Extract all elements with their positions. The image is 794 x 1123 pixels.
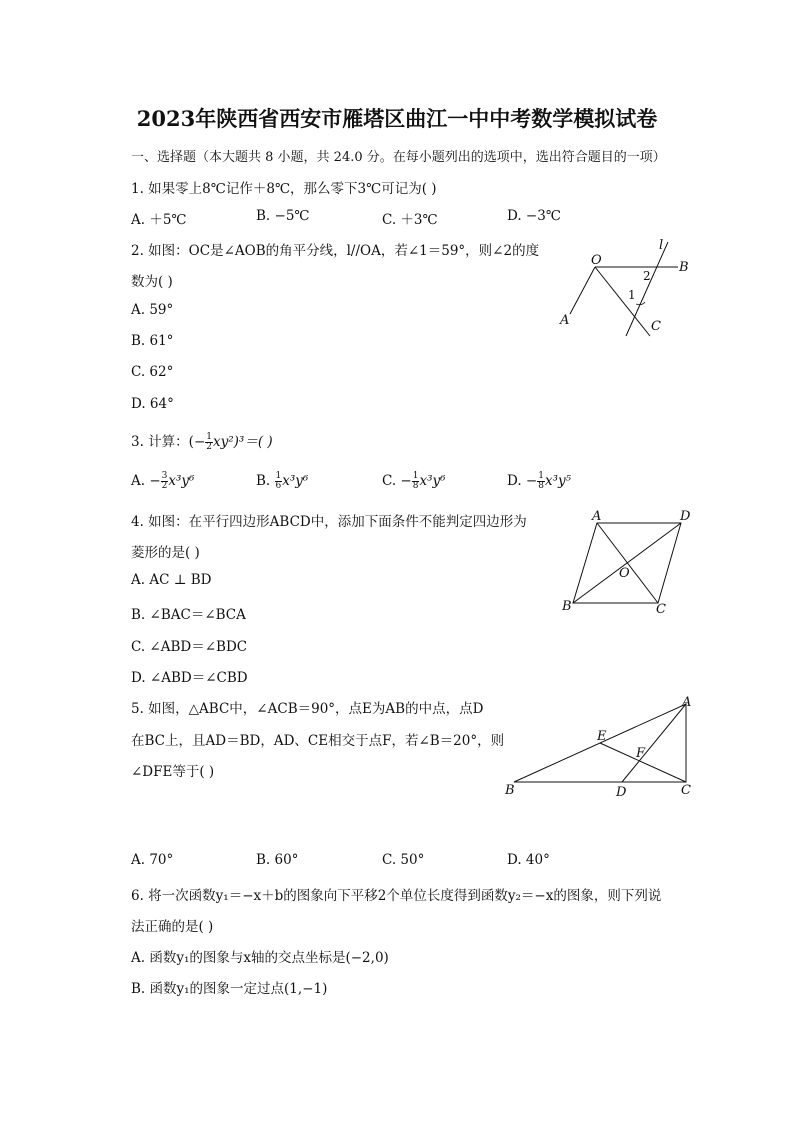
q1-option-a: A. ＋5℃ xyxy=(131,212,187,228)
q3-option-d-rest: x³y⁵ xyxy=(544,473,572,489)
q3-option-b-den: 6 xyxy=(275,481,282,491)
q6-option-a: A. 函数y₁的图象与x轴的交点坐标是(−2,0) xyxy=(131,950,389,966)
q6-option-b: B. 函数y₁的图象一定过点(1,−1) xyxy=(131,981,328,997)
q2-stem-line2: 数为( ) xyxy=(131,274,173,290)
q3-option-c-rest: x³y⁶ xyxy=(419,473,446,489)
q5-option-b: B. 60° xyxy=(256,852,299,868)
q3-stem xyxy=(131,430,273,452)
section-heading: 一、选择题（本大题共 8 小题，共 24.0 分。在每小题列出的选项中，选出符合题目的一项） xyxy=(131,150,666,165)
q5-stem-line1: 5. 如图，△ABC中，∠ACB＝90°，点E为AB的中点，点D xyxy=(131,701,484,717)
q3-option-a-den: 2 xyxy=(161,481,168,491)
q3-stem-prefix: 3. 计算：(− xyxy=(131,434,206,450)
q3-option-a xyxy=(131,472,194,491)
q3-option-a-label: A. − xyxy=(131,473,161,489)
q5-label-e: E xyxy=(597,729,607,744)
q2-option-c: C. 62° xyxy=(131,364,174,380)
q3-option-c-num: 1 xyxy=(412,471,419,481)
q5-label-f: F xyxy=(636,746,646,761)
q4-label-o: O xyxy=(619,566,630,581)
q3-option-c-label: C. − xyxy=(382,473,412,489)
q4-label-d: D xyxy=(680,509,691,524)
q3-option-d-num: 1 xyxy=(538,471,544,481)
q3-option-b xyxy=(256,472,308,491)
q4-diagonal-bd xyxy=(573,523,681,603)
q2-option-a: A. 59° xyxy=(131,302,174,318)
q2-label-o: O xyxy=(591,253,602,268)
q2-label-a: A xyxy=(560,313,570,328)
q4-option-a: A. AC ⊥ BD xyxy=(131,572,212,588)
q3-stem-fraction xyxy=(205,433,213,452)
q2-ray-oa xyxy=(570,267,595,314)
q4-stem-line2: 菱形的是( ) xyxy=(131,545,200,561)
q2-option-d: D. 64° xyxy=(131,396,174,412)
q3-option-d xyxy=(507,472,571,491)
q5-label-a: A xyxy=(682,695,692,710)
q4-label-a: A xyxy=(592,509,602,524)
q2-label-b: B xyxy=(679,260,689,275)
q3-option-d-frac xyxy=(537,472,545,491)
q3-option-b-num: 1 xyxy=(275,471,282,481)
q4-stem-line1: 4. 如图：在平行四边形ABCD中，添加下面条件不能判定四边形为 xyxy=(131,514,527,530)
q2-label-l: l xyxy=(659,238,664,253)
q3-frac-den: 2 xyxy=(206,442,212,452)
q4-option-c: C. ∠ABD＝∠BDC xyxy=(131,639,248,655)
q3-frac-num: 1 xyxy=(206,432,212,442)
q2-label-c: C xyxy=(651,319,661,334)
q3-option-b-rest: x³y⁶ xyxy=(282,473,309,489)
q1-option-d: D. −3℃ xyxy=(507,208,561,224)
q2-label-1: 1 xyxy=(628,288,636,302)
q2-figure xyxy=(550,232,700,342)
q3-option-c xyxy=(382,472,446,491)
q5-label-b: B xyxy=(505,783,515,798)
exam-title: 2023年陕西省西安市雁塔区曲江一中中考数学模拟试卷 xyxy=(136,106,658,131)
q3-option-d-den: 8 xyxy=(538,481,544,491)
q2-label-2: 2 xyxy=(643,269,651,283)
q3-option-a-rest: x³y⁶ xyxy=(168,473,195,489)
q2-option-b: B. 61° xyxy=(131,333,174,349)
q5-option-d: D. 40° xyxy=(507,852,550,868)
q6-stem-line1: 6. 将一次函数y₁＝−x＋b的图象向下平移2个单位长度得到函数y₂＝−x的图象，则下列说 xyxy=(131,888,662,904)
q5-figure xyxy=(500,692,700,804)
q1-stem: 1. 如果零上8℃记作＋8℃，那么零下3℃可记为( ) xyxy=(131,181,437,197)
q2-stem-line1: 2. 如图：OC是∠AOB的角平分线，l//OA，若∠1＝59°，则∠2的度 xyxy=(131,243,540,259)
q5-segment-ad xyxy=(622,704,686,782)
q5-option-a: A. 70° xyxy=(131,852,174,868)
q3-option-b-label: B. xyxy=(256,473,275,489)
q3-option-d-label: D. − xyxy=(507,473,538,489)
q5-stem-line3: ∠DFE等于( ) xyxy=(131,764,215,780)
q5-stem-line2: 在BC上，且AD＝BD，AD、CE相交于点F，若∠B＝20°，则 xyxy=(131,733,505,749)
q4-label-b: B xyxy=(562,599,572,614)
q5-label-d: D xyxy=(616,785,627,800)
q3-option-c-den: 8 xyxy=(412,481,419,491)
q5-option-c: C. 50° xyxy=(382,852,425,868)
q5-label-c: C xyxy=(681,783,691,798)
q6-stem-line2: 法正确的是( ) xyxy=(131,919,214,935)
q1-option-c: C. ＋3℃ xyxy=(382,212,438,228)
q4-option-d: D. ∠ABD＝∠CBD xyxy=(131,670,248,686)
q4-option-b: B. ∠BAC＝∠BCA xyxy=(131,607,246,623)
q3-stem-suffix: xy²)³＝( ) xyxy=(212,434,273,450)
q4-label-c: C xyxy=(656,602,666,617)
q1-option-b: B. −5℃ xyxy=(256,208,310,224)
q3-option-a-num: 3 xyxy=(161,471,168,481)
q4-figure xyxy=(555,505,700,617)
